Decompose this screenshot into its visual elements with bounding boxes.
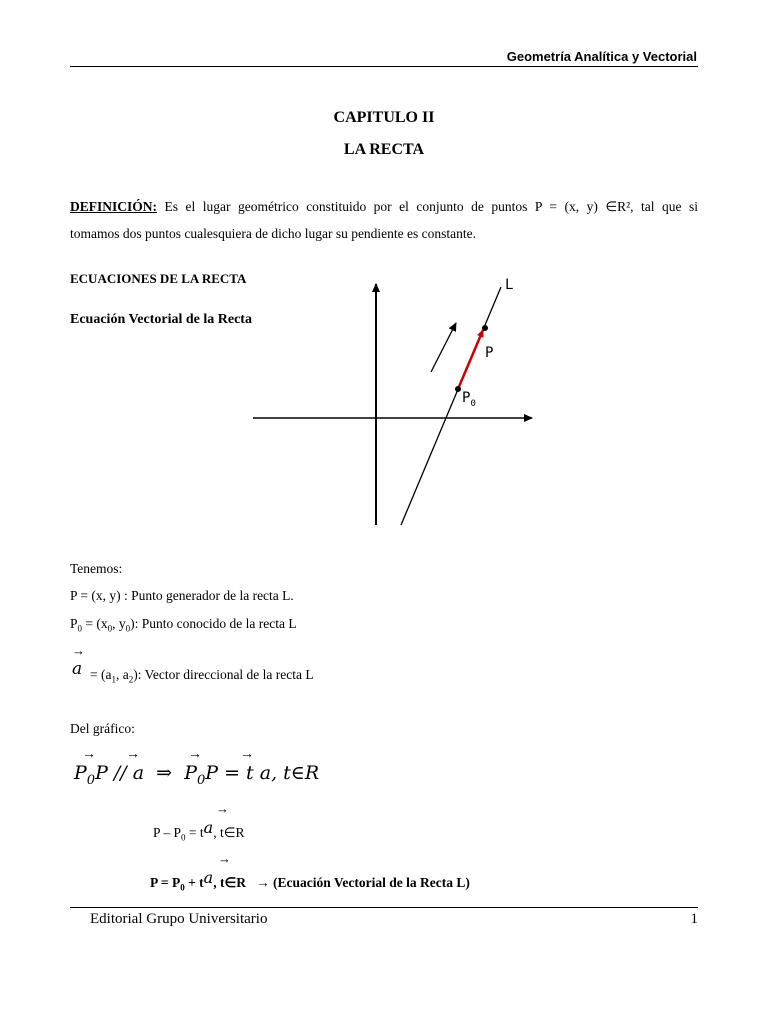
- arrow-p0p-right: →: [188, 747, 202, 762]
- arrow-p0p-left: →: [82, 747, 96, 762]
- given-a-definition: = ($a_1$, $a_2$): Vector direccional de la recta L: [90, 667, 314, 685]
- direction-vector-free: [431, 323, 456, 372]
- a-vector-arrow: →: [72, 643, 85, 658]
- definition-text-1: Es el lugar geométrico constituido por el conjunto de puntos P = (x, y) ∈R², tal que si: [164, 199, 698, 214]
- given-p0-definition: $P_0 = (x_0$, $y_0$): Punto conocido de la recta L: [70, 616, 297, 634]
- line-l: [401, 287, 501, 525]
- given-p-definition: P = (x, y) : Punto generador de la recta L.: [70, 588, 294, 603]
- definition-line-2: tomamos dos puntos cualesquiera de dicho lugar su pendiente es constante.: [70, 226, 477, 241]
- derivation-intro: Del gráfico:: [70, 721, 135, 736]
- running-header: Geometría Analítica y Vectorial: [506, 49, 697, 64]
- definition-label: DEFINICIÓN:: [70, 199, 158, 214]
- vector-equation-heading: Ecuación Vectorial de la Recta: [70, 312, 252, 327]
- footer-publisher: Editorial Grupo Universitario: [90, 911, 268, 927]
- equations-heading: ECUACIONES DE LA RECTA: [70, 271, 247, 286]
- arrow-a-left: →: [126, 747, 140, 762]
- point-p0-label: $P_0$: [462, 390, 476, 409]
- footer-rule: [70, 907, 698, 908]
- page-number: 1: [690, 911, 698, 927]
- chapter-number: CAPITULO II: [333, 109, 435, 126]
- arrow-a-right: →: [240, 747, 254, 762]
- direction-vector-p0-p: [458, 330, 483, 389]
- given-intro: Tenemos:: [70, 561, 123, 576]
- point-p-label: P: [485, 345, 494, 361]
- vector-equation-final: $P = P_0$ + ta, t∈R → (Ecuación Vectorial de la Recta L): [150, 868, 470, 893]
- vector-parallel-formula: $P_0P$ // a ⇒ $P_0P = t$ a, t∈R: [74, 762, 320, 788]
- chapter-title: LA RECTA: [343, 141, 425, 158]
- step2-formula: P – $P_0$ = ta, t∈R: [153, 818, 245, 843]
- arrow-final-a: →: [218, 851, 231, 866]
- arrow-step2-a: →: [216, 801, 229, 816]
- point-p0: [455, 386, 461, 392]
- point-p: [482, 325, 488, 331]
- a-vector-symbol: a: [72, 659, 83, 679]
- line-label-l: L: [505, 277, 514, 293]
